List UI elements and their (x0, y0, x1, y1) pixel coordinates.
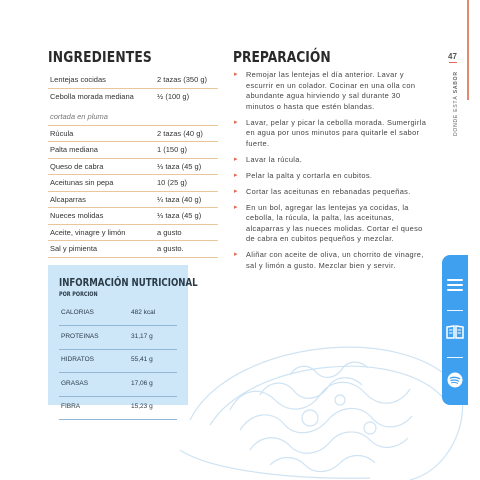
nutrition-value: 31,17 g (131, 332, 153, 340)
step-bullet-icon: ▸ (234, 118, 238, 126)
toolbar-divider (447, 310, 463, 311)
nutrition-label: GRASAS (61, 379, 89, 387)
ingredient-note: cortada en pluma (50, 111, 108, 121)
ingredient-row (48, 159, 218, 176)
page-edge-accent (467, 0, 469, 100)
ingredient-row (48, 241, 218, 258)
nutrition-label: PROTEINAS (61, 332, 99, 340)
ingredient-name: Alcaparras (50, 194, 86, 204)
preparation-step (234, 250, 430, 271)
nutrition-row (59, 399, 177, 420)
step-bullet-icon: ▸ (234, 251, 238, 258)
menu-icon (447, 278, 463, 292)
ingredient-quantity: 2 tazas (350 g) (157, 75, 208, 84)
ingredient-quantity: 1 (150 g) (157, 145, 188, 154)
step-text: Remojar las lentejas el día anterior. Lavar y escurrir en un colador. Cocinar en una olla con abundante agua hirviendo y sal durante 30 minutos o hasta que estén blandas. (246, 70, 416, 111)
spotify-button[interactable] (445, 370, 465, 390)
ingredient-quantity: 10 (25 g) (157, 178, 188, 187)
preparation-step (234, 171, 430, 182)
step-text: Lavar la rúcula. (246, 154, 303, 164)
ingredient-name: Rúcula (50, 128, 74, 138)
nutrition-label: CALORIAS (61, 309, 94, 316)
bowl-illustration (170, 300, 470, 480)
menu-button[interactable] (445, 275, 465, 295)
nutrition-value: 17,06 g (131, 379, 153, 387)
nutrition-value: 482 kcal (131, 309, 156, 316)
side-label-prefix: DONDE ESTÁ (453, 95, 459, 136)
nutrition-box (48, 265, 198, 410)
nutrition-subtitle: POR PORCIÓN (59, 291, 98, 298)
preparation-step (234, 118, 430, 150)
nutrition-value: 55,41 g (131, 356, 153, 363)
step-bullet-icon: ▸ (234, 187, 238, 195)
ingredient-quantity: ½ (100 g) (157, 91, 190, 101)
nutrition-value: 15,23 g (131, 403, 153, 410)
ingredient-name: Nueces molidas (50, 211, 104, 220)
side-section-label (453, 71, 459, 136)
ingredient-row (48, 192, 218, 209)
side-label-main: SABOR (453, 71, 459, 94)
preparation-step (234, 155, 430, 166)
nutrition-title: INFORMACIÓN NUTRICIONAL (59, 277, 198, 289)
step-text: Pelar la palta y cortarla en cubitos. (246, 170, 373, 180)
nutrition-label: FIBRA (61, 403, 81, 410)
ingredients-title: INGREDIENTES (48, 48, 152, 66)
ingredient-row (48, 126, 218, 143)
ingredients-table (48, 72, 218, 258)
ingredient-quantity: ¼ taza (40 g) (157, 194, 202, 204)
ingredient-quantity: ⅓ taza (45 g) (157, 161, 202, 171)
preparation-step (234, 70, 430, 112)
step-text: Aliñar con aceite de oliva, un chorrito de vinagre, sal y limón a gusto. Mezclar bien y servir. (246, 250, 424, 270)
ingredient-name: Aceite, vinagre y limón (50, 227, 126, 237)
ingredient-quantity: a gusto. (157, 244, 184, 253)
nutrition-row (59, 305, 177, 326)
step-text: Cortar las aceitunas en rebanadas pequeñas. (246, 186, 411, 196)
ingredient-row (48, 72, 218, 89)
step-bullet-icon: ▸ (234, 203, 238, 211)
ingredient-row (48, 225, 218, 242)
ingredient-name: Sal y pimienta (50, 244, 98, 253)
book-icon (446, 325, 464, 339)
preparation-step (234, 187, 430, 198)
step-bullet-icon: ▸ (234, 155, 238, 163)
ingredient-name: Aceitunas sin pepa (50, 178, 114, 187)
nutrition-row (59, 352, 177, 373)
page-number-rule (449, 62, 457, 63)
preparation-title: PREPARACIÓN (233, 48, 331, 66)
step-text: Lavar, pelar y picar la cebolla morada. Sumergirla en agua por unos minutos para quitarle el sabor fuerte. (246, 117, 427, 148)
book-button[interactable] (445, 322, 465, 342)
ingredient-name: Queso de cabra (50, 161, 104, 171)
step-bullet-icon: ▸ (234, 71, 238, 78)
ingredient-quantity: a gusto (157, 227, 182, 237)
ingredient-row (48, 89, 218, 126)
floating-toolbar (442, 255, 468, 405)
preparation-step (234, 203, 430, 245)
nutrition-label: HIDRATOS (61, 356, 94, 363)
preparation-steps (234, 70, 430, 277)
step-text: En un bol, agregar las lentejas ya cocidas, la cebolla, la rúcula, la palta, las aceitunas, alcaparras y las nueces molidas. Cortar el queso de cabra en cubitos pequeños y mezclar. (246, 202, 423, 243)
ingredient-name: Lentejas cocidas (50, 75, 106, 84)
ingredient-row (48, 208, 218, 225)
ingredient-name: Cebolla morada mediana (50, 91, 134, 101)
toolbar-divider (447, 357, 463, 358)
step-bullet-icon: ▸ (234, 171, 238, 179)
ingredient-row (48, 142, 218, 159)
page-number: 47 (448, 52, 457, 61)
nutrition-row (59, 376, 177, 397)
ingredient-row (48, 175, 218, 192)
ingredient-name: Palta mediana (50, 145, 98, 154)
nutrition-row (59, 329, 177, 350)
ingredient-quantity: ⅓ taza (45 g) (157, 211, 202, 220)
ingredient-quantity: 2 tazas (40 g) (157, 128, 203, 138)
spotify-icon (447, 372, 463, 388)
